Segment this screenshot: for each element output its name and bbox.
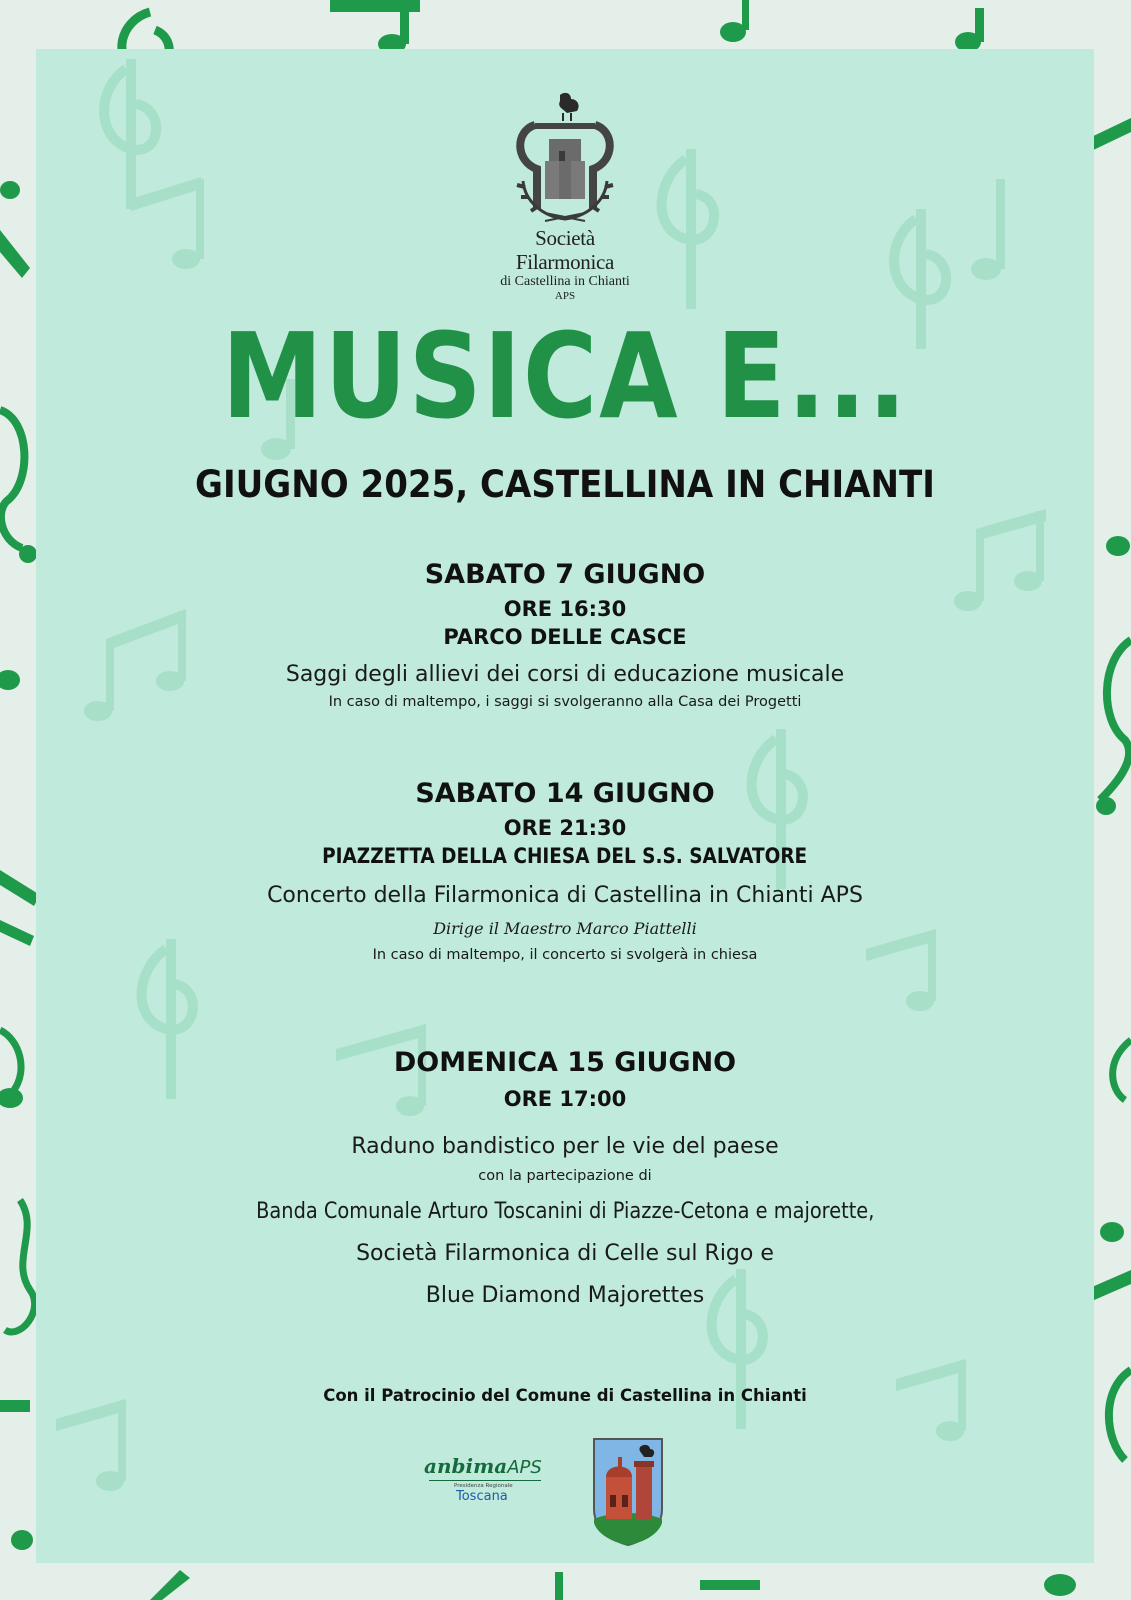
event-1-description: Saggi degli allievi dei corsi di educazione musicale — [285, 662, 845, 687]
participant-1-text: Banda Comunale Arturo Toscanini di Piazze-Cetona e majorette, — [255, 1199, 875, 1224]
slanted-note-icon-bottom — [150, 1570, 190, 1600]
anbima-divider — [429, 1480, 541, 1481]
event-2-day: SABATO 14 GIUGNO — [415, 778, 715, 809]
anbima-wordmark: anbima — [424, 1454, 508, 1478]
event-2-place — [36, 842, 1094, 870]
castellina-crest-icon — [592, 1437, 664, 1547]
treble-clef-icon-left — [0, 410, 24, 548]
logo-name: Società Filarmonica — [515, 226, 615, 274]
event-2-director: Dirige il Maestro Marco Piattelli — [433, 919, 697, 938]
logo-aps: APS — [554, 290, 576, 302]
event-2-description: Concerto della Filarmonica di Castellina in Chianti APS — [267, 883, 863, 908]
filarmonica-logo — [495, 91, 635, 331]
anbima-logo — [424, 1454, 564, 1524]
event-2-place-text: PIAZZETTA DELLA CHIESA DEL S.S. SALVATORE — [322, 844, 808, 868]
event-2-time: ORE 21:30 — [503, 816, 627, 840]
event-3-time: ORE 17:00 — [503, 1087, 627, 1111]
slanted-note-icon — [0, 230, 30, 278]
participant-2: Società Filarmonica di Celle sul Rigo e — [356, 1241, 774, 1266]
note-icon-left-3 — [0, 1030, 21, 1090]
poster-panel — [36, 49, 1094, 1563]
slanted-note-icon-2 — [0, 870, 40, 906]
note-icon-right — [1113, 1040, 1131, 1100]
lyre-rooster-emblem-icon — [505, 91, 625, 226]
anbima-region: Toscana — [456, 1489, 508, 1504]
treble-clef-icon-right-2 — [1109, 1370, 1131, 1460]
logo-place: di Castellina in Chianti — [500, 274, 630, 289]
event-1-time: ORE 16:30 — [503, 597, 627, 621]
event-3-participation: con la partecipazione di — [478, 1168, 652, 1184]
participant-3: Blue Diamond Majorettes — [425, 1283, 705, 1308]
event-2 — [36, 776, 1094, 966]
participant-1 — [36, 1191, 1094, 1233]
event-2-note: In caso di maltempo, il concerto si svolgerà in chiesa — [372, 947, 758, 963]
treble-clef-icon-left-2 — [5, 1200, 35, 1332]
event-3-description: Raduno bandistico per le vie del paese — [351, 1134, 779, 1159]
event-1 — [36, 557, 1094, 713]
treble-clef-icon-right — [1100, 640, 1131, 800]
event-3 — [36, 1045, 1094, 1317]
main-title: MUSICA E... — [221, 307, 909, 445]
anbima-tagline: Presidenza Regionale — [454, 1483, 513, 1489]
event-1-note: In caso di maltempo, i saggi si svolgeranno alla Casa dei Progetti — [328, 694, 802, 710]
event-3-participants — [36, 1191, 1094, 1317]
patronage-text: Con il Patrocinio del Comune di Castellina in Chianti — [323, 1386, 807, 1405]
event-1-day: SABATO 7 GIUGNO — [424, 559, 706, 590]
quaver-note-icon — [742, 0, 749, 30]
anbima-aps: APS — [507, 1457, 542, 1478]
subtitle: GIUGNO 2025, CASTELLINA IN CHIANTI — [195, 463, 935, 506]
event-1-place: PARCO DELLE CASCE — [443, 625, 687, 649]
event-3-day: DOMENICA 15 GIUGNO — [393, 1047, 737, 1078]
